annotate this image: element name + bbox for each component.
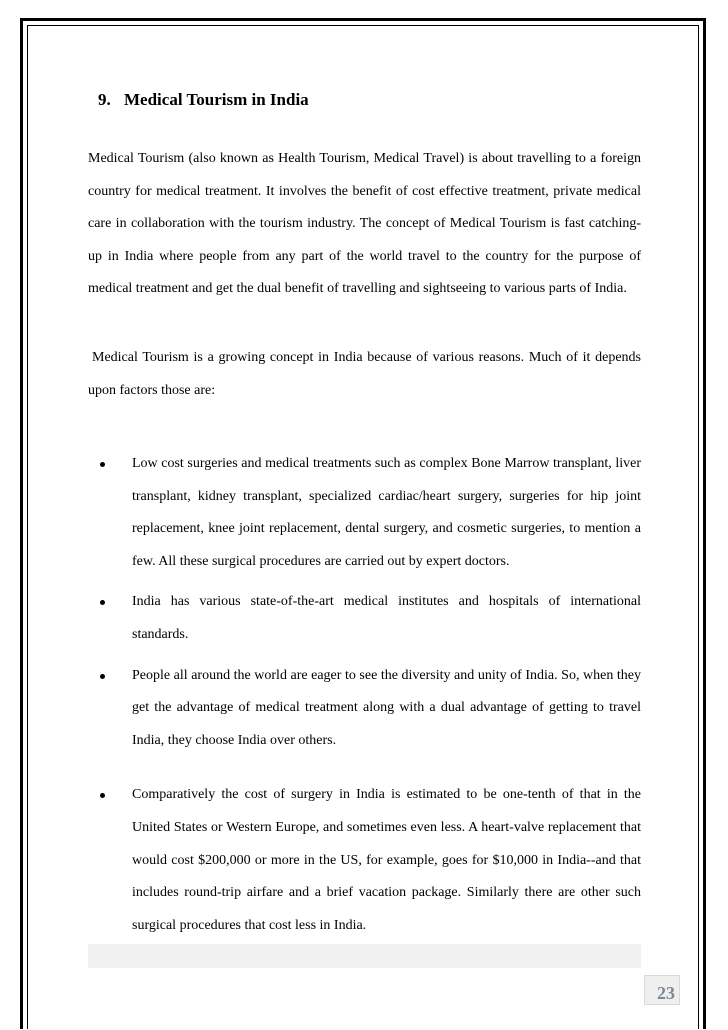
section-number: 9. [98, 90, 111, 109]
list-item: India has various state-of-the-art medical institutes and hospitals of international standards. [95, 586, 641, 651]
factors-paragraph: Medical Tourism is a growing concept in India because of various reasons. Much of it depends upon factors those are: [88, 350, 641, 398]
section-title: Medical Tourism in India [124, 90, 309, 109]
list-item: People all around the world are eager to see the diversity and unity of India. So, when they get the advantage of medical treatment along with a dual advantage of getting to travel India, they choose India over others. [95, 660, 641, 758]
footer-bar [88, 944, 641, 968]
list-item: Comparatively the cost of surgery in India is estimated to be one-tenth of that in the United States or Western Europe, and sometimes even less. A heart-valve replacement that would cost $200,000 or more in the US, for example, goes for $10,000 in India--and that includes round-trip airfare and a brief vacation package. Similarly there are other such surgical procedures that cost less in India. [95, 779, 641, 942]
section-heading [98, 90, 309, 110]
page-number: 23 [644, 975, 680, 1005]
factors-list [95, 448, 641, 942]
intro-paragraph: Medical Tourism (also known as Health Tourism, Medical Travel) is about travelling to a foreign country for medical treatment. It involves the benefit of cost effective treatment, private medical care in collaboration with the tourism industry. The concept of Medical Tourism is fast catching-up in India where people from any part of the world travel to the country for the purpose of medical treatment and get the dual benefit of travelling and sightseeing to various parts of India. [88, 151, 641, 297]
list-item: Low cost surgeries and medical treatments such as complex Bone Marrow transplant, liver transplant, kidney transplant, specialized cardiac/heart surgery, surgeries for hip joint replacement, knee joint replacement, dental surgery, and cosmetic surgeries, to mention a few. All these surgical procedures are carried out by expert doctors. [95, 448, 641, 578]
